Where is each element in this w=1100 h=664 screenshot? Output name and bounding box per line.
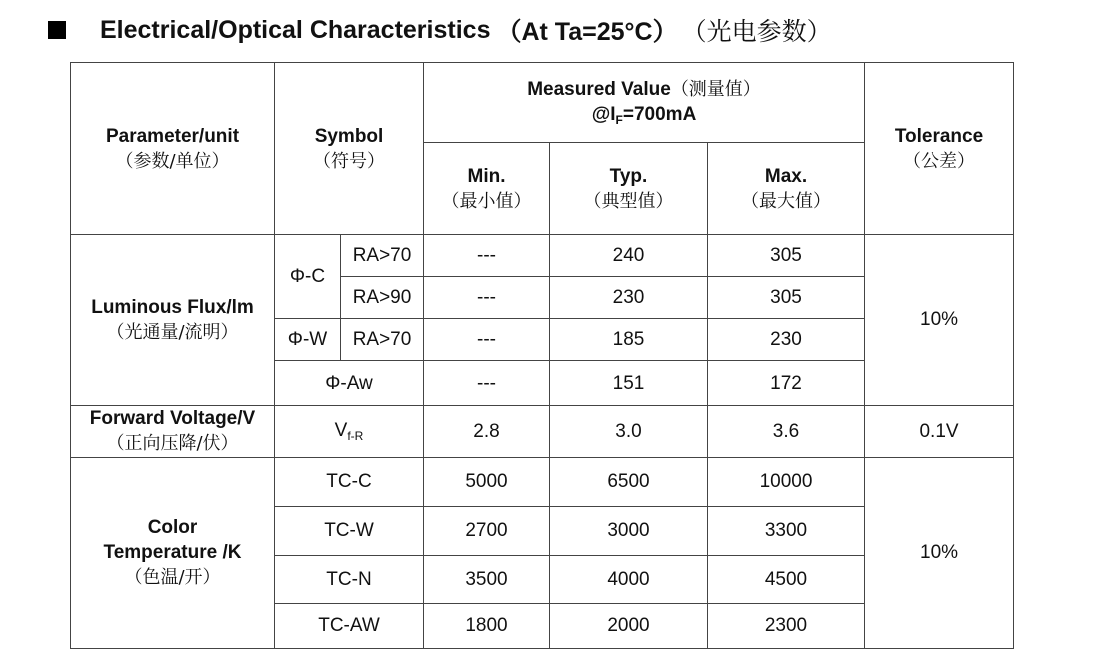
max-cell: 230 [708,319,865,361]
max-cell: 305 [708,235,865,277]
symbol-cell: TC-C [275,457,424,506]
ra-cell: RA>70 [341,235,424,277]
typ-cell: 151 [550,361,708,405]
symbol-cell: TC-N [275,555,424,603]
header-tolerance-cn: （公差） [903,150,976,172]
header-typ: Typ. [609,165,648,187]
header-max-cn: （最大值） [741,190,831,212]
color-temp-tolerance-cell: 10% [865,457,1014,648]
color-temp-label-line2: Temperature /K [103,542,242,564]
typ-cell: 3.0 [550,405,708,457]
luminous-label: Luminous Flux/lm [91,296,254,318]
symbol-cell: TC-AW [275,603,424,648]
typ-cell: 2000 [550,603,708,648]
min-cell: --- [424,277,550,319]
voltage-label-cn: （正向压降/伏） [106,433,239,455]
voltage-label-cell [71,405,275,457]
max-cell: 3.6 [708,405,865,457]
min-cell: --- [424,361,550,405]
max-cell: 3300 [708,506,865,555]
table-row [71,405,1014,457]
max-cell: 4500 [708,555,865,603]
section-heading [48,12,832,48]
typ-cell: 6500 [550,457,708,506]
typ-cell: 4000 [550,555,708,603]
luminous-label-cell [71,235,275,405]
header-row-1 [71,63,1014,143]
header-symbol: Symbol [314,125,384,147]
symbol-cell: $V_{f-R}$ [275,405,424,457]
header-min-cell [424,143,550,235]
min-cell: 5000 [424,457,550,506]
max-cell: 10000 [708,457,865,506]
header-measured: Measured Value（测量值） [527,78,761,100]
header-measured-cell [424,63,865,143]
header-min-cn: （最小值） [441,190,532,212]
voltage-tolerance-cell: 0.1V [865,405,1014,457]
header-typ-cell [550,143,708,235]
table-row [71,457,1014,506]
header-symbol-cn: （符号） [313,150,385,172]
symbol-cell: TC-W [275,506,424,555]
ra-cell: RA>90 [341,277,424,319]
min-cell: --- [424,235,550,277]
symbol-cell: Φ-Aw [275,361,424,405]
min-cell: 2.8 [424,405,550,457]
min-cell: 2700 [424,506,550,555]
luminous-label-cn: （光通量/流明） [106,321,239,343]
max-cell: 172 [708,361,865,405]
header-typ-cn: （典型值） [583,190,674,212]
table-row [71,235,1014,277]
heading-title: Electrical/Optical Characteristics [100,15,491,44]
max-cell: 305 [708,277,865,319]
heading-condition: （At Ta=25°C） [496,18,678,46]
symbol-cell: Φ-W [275,319,341,361]
typ-cell: 3000 [550,506,708,555]
heading-chinese: （光电参数） [681,17,832,46]
typ-cell: 185 [550,319,708,361]
header-parameter: Parameter/unit [105,125,240,147]
header-tolerance: Tolerance [894,125,984,147]
color-temp-label-cell [71,457,275,648]
typ-cell: 240 [550,235,708,277]
voltage-label: Forward Voltage/V [89,408,256,430]
header-symbol-cell [275,63,424,235]
header-min: Min. [467,165,506,187]
header-condition: $@I_F=700mA$ [591,103,697,127]
max-cell: 2300 [708,603,865,648]
min-cell: 1800 [424,603,550,648]
header-parameter-cn: （参数/单位） [115,150,230,172]
ra-cell: RA>70 [341,319,424,361]
header-tolerance-cell [865,63,1014,235]
header-parameter-cell [71,63,275,235]
min-cell: --- [424,319,550,361]
min-cell: 3500 [424,555,550,603]
symbol-cell: Φ-C [275,235,341,319]
characteristics-table [70,62,1014,649]
typ-cell: 230 [550,277,708,319]
color-temp-label-line1: Color [147,517,198,539]
header-max-cell [708,143,865,235]
color-temp-label-cn: （色温/开） [124,567,221,589]
luminous-tolerance-cell: 10% [865,235,1014,405]
square-bullet-icon [48,21,66,39]
header-max: Max. [764,165,808,187]
